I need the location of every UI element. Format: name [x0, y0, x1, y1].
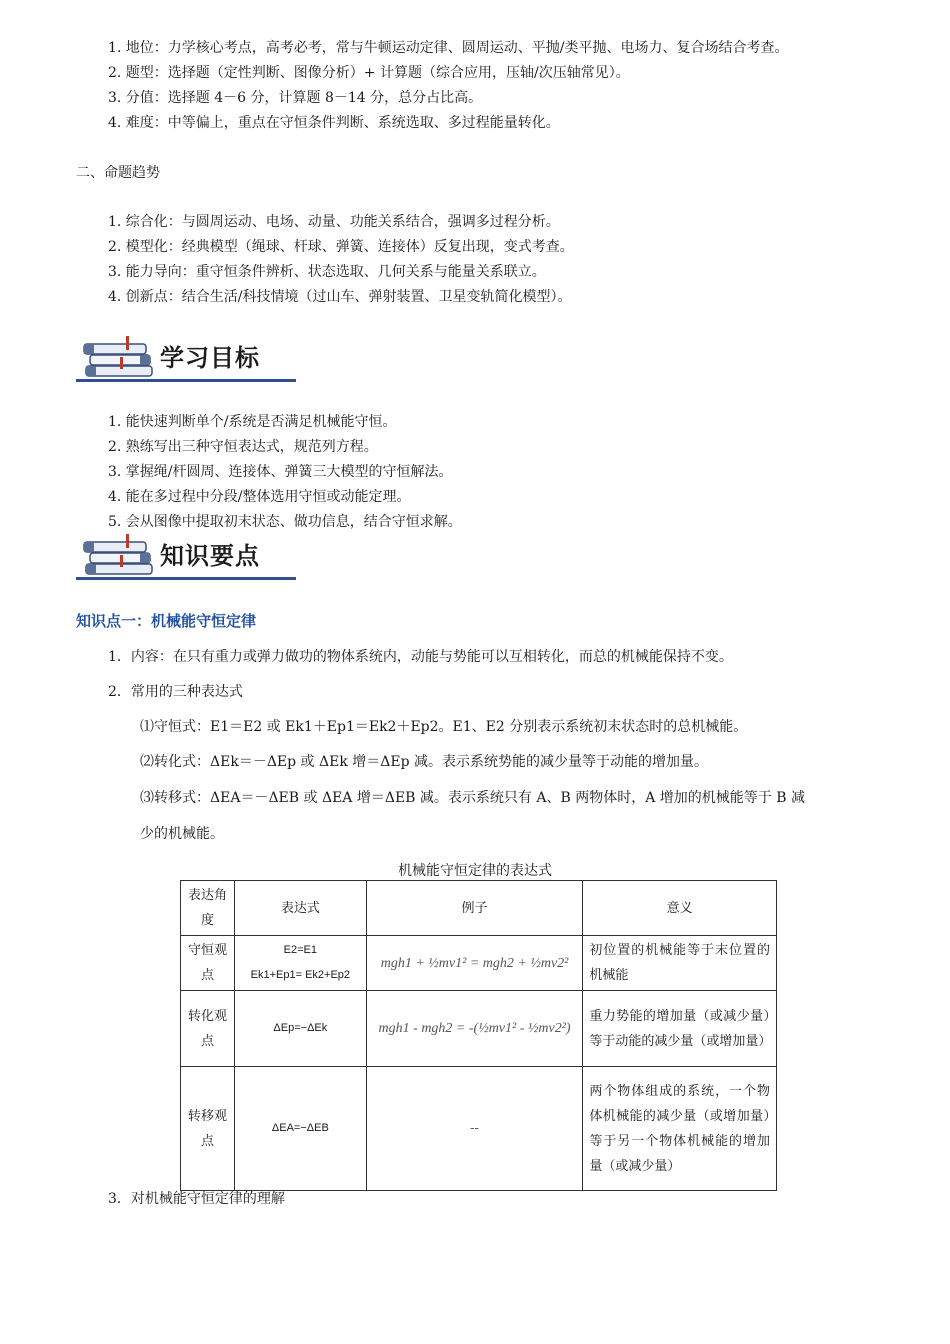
header-meaning: 意义	[583, 881, 777, 936]
meaning-cell: 重力势能的增加量（或减少量）等于动能的减少量（或增加量）	[583, 991, 777, 1067]
expression-cell: ΔEp=−ΔEk	[234, 991, 366, 1067]
angle-cell: 守恒观点	[181, 936, 235, 991]
law-content: 1．内容：在只有重力或弹力做功的物体系统内，动能与势能可以互相转化，而总的机械能保持不变。	[108, 649, 733, 665]
table-header-row	[181, 881, 777, 936]
books-icon	[80, 530, 160, 578]
expressions-heading: 2．常用的三种表达式	[108, 684, 243, 700]
table-caption: 机械能守恒定律的表达式	[398, 863, 552, 879]
question-type-item: 2. 题型：选择题（定性判断、图像分析）+ 计算题（综合应用，压轴/次压轴常见）。	[108, 65, 630, 81]
conversion-form: ⑵转化式：ΔEk＝－ΔEp 或 ΔEk 增＝ΔEp 减。表示系统势能的减少量等于动能的增加量。	[140, 754, 709, 770]
angle-cell: 转移观点	[181, 1067, 235, 1191]
trend-item: 4. 创新点：结合生活/科技情境（过山车、弹射装置、卫星变轨简化模型）。	[108, 289, 572, 305]
trend-item: 3. 能力导向：重守恒条件辨析、状态选取、几何关系与能量关系联立。	[108, 264, 546, 280]
goal-item: 2. 熟练写出三种守恒表达式，规范列方程。	[108, 439, 378, 455]
transfer-form: ⑶转移式：ΔEA＝－ΔEB 或 ΔEA 增＝ΔEB 减。表示系统只有 A、B 两物体时，A 增加的机械能等于 B 减	[140, 790, 805, 806]
score-item: 3. 分值：选择题 4－6 分，计算题 8－14 分，总分占比高。	[108, 90, 483, 106]
transfer-form-cont: 少的机械能。	[140, 826, 224, 842]
example-cell: mgh1 - mgh2 = -(½mv1² - ½mv2²)	[366, 991, 583, 1067]
table-row	[181, 1067, 777, 1191]
understanding-heading: 3．对机械能守恒定律的理解	[108, 1191, 285, 1207]
trend-item: 1. 综合化：与圆周运动、电场、动量、功能关系结合，强调多过程分析。	[108, 214, 560, 230]
expressions-table	[180, 880, 777, 1191]
table-row	[181, 991, 777, 1067]
table-row	[181, 936, 777, 991]
learning-goals-banner	[76, 332, 296, 382]
header-angle: 表达角度	[181, 881, 235, 936]
goal-item: 5. 会从图像中提取初末状态、做功信息，结合守恒求解。	[108, 514, 462, 530]
expression-cell	[234, 936, 366, 991]
books-icon	[80, 332, 160, 380]
expr-line: E2=E1	[283, 944, 318, 956]
trend-item: 2. 模型化：经典模型（绳球、杆球、弹簧、连接体）反复出现，变式考查。	[108, 239, 574, 255]
banner-underline	[76, 577, 296, 580]
knowledge-points-title: 知识要点	[160, 542, 260, 570]
conservation-form: ⑴守恒式：E1＝E2 或 Ek1＋Ep1＝Ek2＋Ep2。E1、E2 分别表示系统初末状态时的总机械能。	[140, 719, 748, 735]
banner-underline	[76, 379, 296, 382]
knowledge-point-title: 知识点一：机械能守恒定律	[76, 612, 257, 630]
angle-cell: 转化观点	[181, 991, 235, 1067]
goal-item: 3. 掌握绳/杆圆周、连接体、弹簧三大模型的守恒解法。	[108, 464, 453, 480]
exam-position-item: 1. 地位：力学核心考点，高考必考，常与牛顿运动定律、圆周运动、平抛/类平抛、电场力、复合场结合考查。	[108, 40, 789, 56]
header-expression: 表达式	[234, 881, 366, 936]
expression-cell: ΔEA=−ΔEB	[234, 1067, 366, 1191]
header-example: 例子	[366, 881, 583, 936]
difficulty-item: 4. 难度：中等偏上，重点在守恒条件判断、系统选取、多过程能量转化。	[108, 115, 560, 131]
meaning-cell: 初位置的机械能等于末位置的机械能	[583, 936, 777, 991]
example-cell: mgh1 + ½mv1² = mgh2 + ½mv2²	[366, 936, 583, 991]
knowledge-points-banner	[76, 530, 296, 580]
goal-item: 1. 能快速判断单个/系统是否满足机械能守恒。	[108, 414, 397, 430]
goal-item: 4. 能在多过程中分段/整体选用守恒或动能定理。	[108, 489, 411, 505]
meaning-cell: 两个物体组成的系统，一个物体机械能的减少量（或增加量）等于另一个物体机械能的增加量（或减少量）	[583, 1067, 777, 1191]
trend-heading: 二、命题趋势	[76, 165, 160, 181]
example-cell: --	[366, 1067, 583, 1191]
learning-goals-title: 学习目标	[160, 344, 260, 372]
expr-line: Ek1+Ep1= Ek2+Ep2	[250, 969, 351, 981]
